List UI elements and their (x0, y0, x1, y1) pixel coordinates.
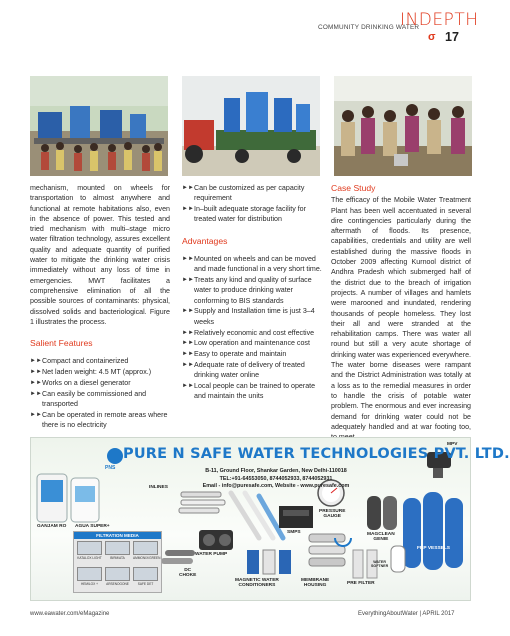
label-magnetic-conditioners: MAGNETIC WATER CONDITIONERS (235, 578, 279, 588)
bullet-arrow-icon: ►► (182, 277, 194, 284)
list-item: ►► Local people can be trained to operate and maintain the units (182, 382, 316, 401)
bullet-arrow-icon: ►► (182, 383, 194, 390)
intro-paragraph: mechanism, mounted on wheels for transportation to almost anywhere and functional at remote habitations also, even in the absence of power. This tested and tried mechanism with multi–stage micro water filtration technology, assures excellent quality and adequate quantity of purified water to mitigate the drinking water crisis immediately without any loss of time in emergencies. MWT facilitates a comprehensive elimination of all the possible sources of contaminants: physical, dissolved solids and bacteriological. Figure 1 illustrates the process. (30, 184, 170, 326)
water-softner-image (391, 546, 405, 572)
dc-choke-image (161, 550, 195, 564)
section-label: COMMUNITY DRINKING WATER (318, 24, 420, 31)
list-item: ►► Low operation and maintenance cost (182, 339, 310, 348)
photo-tractor-plant (182, 76, 320, 176)
filtration-media-panel (73, 531, 162, 593)
list-item: ►► In–built adequate storage facility for treated water for distribution (182, 205, 306, 224)
list-item: ►► Can easily be commissioned and transported (30, 389, 147, 409)
frp-vessels-image (403, 492, 463, 570)
salient-features-heading: Salient Features (30, 338, 93, 349)
footer-issue: EverythingAboutWater | APRIL 2017 (358, 611, 455, 617)
pns-logo-icon (107, 448, 123, 464)
salient-features-list (30, 356, 170, 430)
filtration-item: BIRM/ATA (105, 541, 130, 560)
label-water-pump: WATER PUMP (195, 552, 228, 557)
list-item: ►► Adequate rate of delivery of treated drinking water online (182, 360, 305, 380)
bullet-arrow-icon: ►► (30, 390, 42, 397)
bullet-arrow-icon: ►► (182, 361, 194, 368)
advantages-heading: Advantages (182, 235, 228, 246)
list-item: ►► Works on a diesel generator (30, 379, 131, 388)
advantages-list (182, 254, 322, 402)
smps-image (279, 506, 313, 528)
bullet-arrow-icon: ►► (182, 185, 194, 191)
section-brand-title: INDEPTH (400, 10, 479, 30)
ro-unit-image (37, 474, 99, 522)
inline-filters-image (179, 492, 225, 513)
bullet-arrow-icon: ►► (182, 255, 194, 262)
label-mpv: MPV (447, 442, 458, 447)
label-smps: SMPS (287, 530, 301, 535)
company-address: B-11, Ground Floor, Shankar Garden, New Delhi-110018 TEL:+91-64553050, 8744052933, 8744052931 Email - info@puresafe.com, Website - www.puresafe.com (202, 468, 350, 489)
label-water-softner: WATER SOFTNER (371, 560, 389, 568)
list-item: ►► Mounted on wheels and can be moved and made functional in a very short time. (182, 254, 322, 274)
list-item: ►► Compact and containerized (30, 357, 129, 366)
column-2 (182, 183, 322, 402)
list-item: ►► Net laden weight: 4.5 MT (approx.) (30, 368, 152, 377)
bullet-arrow-icon: ►► (30, 358, 42, 365)
label-agua-super: AGUA SUPER+ (75, 524, 110, 529)
filtration-item: AMMONIX/GREEN (133, 541, 158, 560)
list-item: ►► Supply and Installation time is just 3–4 weeks (182, 307, 315, 326)
filtration-item: ARSENOGONE (105, 567, 130, 586)
filtration-item: HEMILOX + (77, 567, 102, 586)
photo-villagers-water (334, 76, 472, 176)
advertisement-pure-n-safe (30, 437, 510, 601)
label-inlines: INLINES (149, 485, 168, 490)
list-item: ►► Easy to operate and maintain (182, 350, 287, 359)
filtration-media-title: FILTRATION MEDIA (74, 532, 161, 539)
column-3 (331, 183, 471, 442)
company-name: PURE N SAFE WATER TECHNOLOGIES PVT. LTD. (123, 446, 510, 462)
membrane-housing-image (309, 534, 345, 566)
label-magclean-genie: MAGCLEAN GENIE (367, 532, 395, 542)
bullet-arrow-icon: ►► (30, 411, 42, 418)
magclean-genie-image (367, 496, 397, 530)
magazine-logo-icon: σ (428, 31, 436, 43)
photo-strip (30, 76, 472, 176)
photo-mobile-plant-crowd (30, 76, 168, 176)
features-continued-list (182, 183, 322, 225)
label-ganjam-ro: GANJAM RO (37, 524, 67, 529)
list-item: ►► Treats any kind and quality of surface water to produce drinking water conforming to BIS standards (182, 276, 312, 305)
footer-website[interactable]: www.eawater.com/eMagazine (30, 611, 110, 617)
water-pump-image (199, 530, 233, 550)
list-item: ►► Relatively economic and cost effective (182, 328, 315, 337)
list-item: ►► Can be customized as per capacity requirement (182, 184, 305, 203)
bullet-arrow-icon: ►► (30, 380, 42, 387)
bullet-arrow-icon: ►► (182, 329, 194, 336)
case-study-paragraph: The efficacy of the Mobile Water Treatment Plant has been well accentuated in several dire contingencies particularly during the aftermath of floods. Its presence, capabilities, credentials and utility are well established during the massive floods in October 2009 affecting Kurnool district of Andhra Pradesh which submerged half of the district due to the breach of irrigation projects. A number of villages and hamlets were marooned and inundated, rendering thousands of people homeless. They lost their all and were stranded at the rehabilitation camps. There was water all round but still a very acute shortage of drinking water was experienced everywhere. The water borne diseases were rampant and the District Administration was totally at a loss as to the remedial measures in order to handle the crisis of potable water problem. The enormous and ever increasing demand for drinking water could not be adequately handled and at war footing too, (331, 196, 471, 431)
filtration-item: SAFE DET (133, 567, 158, 586)
bullet-arrow-icon: ►► (182, 206, 194, 213)
pns-logo-text: PNS (105, 465, 116, 471)
bullet-arrow-icon: ►► (30, 369, 42, 376)
membranes-image (231, 493, 283, 538)
page-header (0, 8, 500, 46)
case-study-heading: Case Study (331, 183, 376, 193)
bullet-arrow-icon: ►► (182, 351, 194, 358)
magnetic-conditioners-image (247, 550, 291, 574)
filtration-item: KATALOX LIGHT (77, 541, 102, 560)
page-number: 17 (445, 30, 459, 44)
label-pre-filter: PRE FILTER (347, 581, 375, 586)
bullet-arrow-icon: ►► (182, 340, 194, 347)
label-frp-vessels: FRP VESSELS (417, 546, 450, 551)
list-item: ►► Can be operated in remote areas where there is no electricity (30, 410, 168, 430)
bullet-arrow-icon: ►► (182, 308, 194, 315)
label-dc-choke: DC CHOKE (179, 568, 197, 578)
column-1 (30, 183, 170, 431)
label-membrane-housing: MEMBRANE HOUSING (301, 578, 330, 588)
label-pressure-gauge: PRESSURE GAUGE (319, 509, 346, 519)
